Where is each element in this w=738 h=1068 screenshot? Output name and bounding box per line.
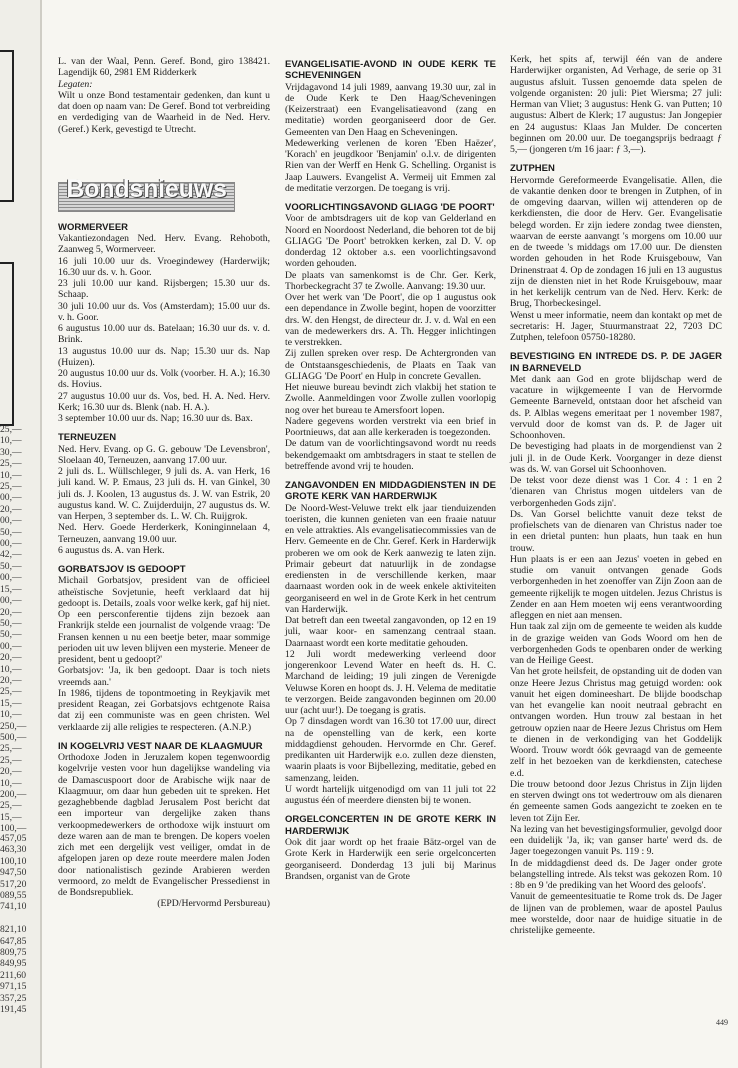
- article-paragraph: Ned. Herv. Evang. op G. G. gebouw 'De Levensbron', Sloelaan 40, Terneuzen, aanvang 17.00 uur.: [58, 443, 270, 466]
- article-paragraph: 27 augustus 10.00 uur ds. Vos, bed. H. A. Ned. Herv. Kerk; 16.30 uur ds. Blenk (nab. H. A.).: [58, 390, 270, 413]
- article-paragraph: U wordt hartelijk uitgenodigd om van 11 juli tot 22 augustus één of meerdere diensten bij te wonen.: [285, 783, 496, 807]
- article-paragraph: 3 september 10.00 uur ds. Nap; 16.30 uur ds. Bax.: [58, 413, 253, 425]
- article-paragraph: 6 augustus ds. A. van Herk.: [58, 544, 165, 556]
- article-paragraph: Zij zullen spreken over resp. De Achtergronden van de Ontstaansgeschiedenis, de Plaats en Taak van GLIAGG 'De Poort' en Hulp in concrete Gevallen.: [285, 348, 496, 382]
- article-paragraph: Gorbatsjov: 'Ja, ik ben gedoopt. Daar is toch niets vreemds aan.': [58, 665, 270, 688]
- article-paragraph: De Noord-West-Veluwe trekt elk jaar tienduizenden toeristen, die kunnen genieten van een fraaie natuur en vele attrakties. Als evangelisatiecommissies van de Herv. Gemeente en de Chr. Geref. Kerk in Harderwijk proberen we om ook de Kerk aanwezig te laten zijn. Primair gebeurt dat natuurlijk in de zondagse erediensten in de verschillende kerken, maar daarnaast worden ook in de week enkele aktiviteiten georganiseerd en wel in de Grote Kerk in het centrum van Harderwijk.: [285, 502, 496, 615]
- article-evangelisatie-avond-in-oude-kerk-te-sche: [285, 59, 496, 194]
- article-paragraph: De datum van de voorlichtingsavond wordt nu reeds bekendgemaakt om ambtsdragers in staat te stellen de betreffende avond vrij te houden.: [285, 438, 496, 472]
- article-heading: ZUTPHEN: [510, 163, 555, 175]
- article-gorbatsjov-is-gedoopt: [58, 564, 270, 733]
- margin-figures-bottom: 457,05 463,30 100,10 947,50 517,20 089,55 741,10 821,10 647,85 809,75 849,95 211,60 971,15 357,25 191,45: [0, 833, 27, 1016]
- article-paragraph: Nadere gegevens worden verstrekt via een brief in Poortnieuws, dat aan alle kerkeraden is toegezonden.: [285, 415, 496, 439]
- previous-page-frame-top: [0, 50, 14, 202]
- article-paragraph: Hun taak zal zijn om de gemeente te weiden als kudde in de grazige weiden van Gods Woord om hen de verborgenheden Gods te openbaren onder de werking van de Heilige Geest.: [510, 621, 722, 667]
- article-paragraph: De tekst voor deze dienst was 1 Cor. 4 : 1 en 2 'dienaren van Christus mogen uitdelers van de verborgenheden Gods zijn'.: [510, 475, 722, 509]
- article-heading: ORGELCONCERTEN IN DE GROTE KERK IN HARDERWIJK: [285, 814, 496, 837]
- article-paragraph: Met dank aan God en grote blijdschap werd de vacature in wijkgemeente I van de Hervormde Gemeente Barneveld, ontstaan door het afscheid van ds. P. Alblas wegens emeritaat per 1 november 1987, vervuld door de komst van ds. P. de Jager uit Schoonhoven.: [510, 373, 722, 442]
- margin-figures-top: 25,— 10,— 30,— 25,— 10,— 25,— 00,— 20,— 00,— 50,— 00,— 42,— 50,— 00,— 15,— 00,— 20,— 50,— 50,— 00,— 20,— 10,— 20,— 25,— 15,— 10,— 250,— 500,— 25,— 25,— 20,— 10,— 200,— 25,— 15,— 100,—: [0, 424, 27, 835]
- article-paragraph: Hun plaats is er een aan Jezus' voeten in gebed en studie om vanuit ontvangen genade Gods verborgenheden in het zoenoffer van Zijn Zoon aan de gemeente rijkelijk te mogen uitdelen. Jezus Christus is Zender en aan Hem moeten wij eens verantwoording afleggen en niet aan mensen.: [510, 553, 722, 622]
- article-heading: ZANGAVONDEN EN MIDDAGDIENSTEN IN DE GROTE KERK VAN HARDERWIJK: [285, 480, 496, 503]
- right-sections: [510, 54, 722, 936]
- article-paragraph: Ds. Van Gorsel belichtte vanuit deze tekst de profielschets van de dienaren van Christus nader toe in een drietal punten: hun plaats, hun taak en hun trouw.: [510, 508, 722, 554]
- legaten-label: Legaten:: [58, 78, 93, 90]
- article-paragraph: Die trouw betoond door Jezus Christus in Zijn lijden en sterven dwingt ons tot wedertrouw om als dienaren én gemeente samen Gods aangezicht te zoeken en te leven tot Zijn Eer.: [510, 778, 722, 824]
- article-zangavonden-en-middagdiensten-in-de-grot: [285, 480, 496, 806]
- article-paragraph: Voor de ambtsdragers uit de kop van Gelderland en Noord en Noordoost Nederland, die behoren tot de bij GLIAGG 'De Poort' betrokken kerken, zal D. V. op donderdag 12 oktober a.s. een voorlichtingsavond worden gehouden.: [285, 213, 496, 270]
- article-orgelconcerten-in-de-grote-kerk-in-harde: [285, 814, 496, 882]
- left-sections: [58, 222, 270, 899]
- article-paragraph: 2 juli ds. L. Wüllschleger, 9 juli ds. A. van Herk, 16 juli kand. W. P. Emaus, 23 juli ds. H. van Ginkel, 30 juli ds. J. Koolen, 13 augustus ds. J. W. van Estrik, 20 augustus kand. W. C. Zuijderduijn, 27 augustus ds. W. van Herpen, 3 september ds. L. W. Ch. Ruijgrok.: [58, 466, 270, 523]
- previous-page-frame-bottom: [0, 262, 14, 426]
- article-paragraph: Ned. Herv. Goede Herderkerk, Koninginnelaan 4, Terneuzen, aanvang 19.00 uur.: [58, 522, 270, 545]
- article-voorlichtingsavond-gliagg-de-poort: [285, 202, 496, 472]
- article-heading: TERNEUZEN: [58, 432, 117, 444]
- article-paragraph: Michail Gorbatsjov, president van de officieel atheïstische Sovjetunie, heeft verklaard dat hij gedoopt is. Details, zoals voor welke kerk, gaf hij niet. Op een persconferentie tijdens zijn bezoek aan Frankrijk stelde een journalist de volgende vraag: 'De Fransen kennen u nu een beetje beter, maar sommige perioden uit uw leven blijven een mysterie. Meneer de president, bent u gedoopt?': [58, 575, 270, 666]
- article-paragraph: 23 juli 10.00 uur kand. Rijsbergen; 15.30 uur ds. Schaap.: [58, 278, 270, 301]
- article-paragraph: Kerk, het spits af, terwijl één van de andere Harderwijker organisten, Ad Verhage, de serie op 31 augustus afsluit. Tussen genoemde data spelen de volgende organisten: 20 juli: Piet Wiersma; 27 juli: Herman van Vliet; 3 augustus: Henk G. van Putten; 10 augustus: Albert de Klerk; 17 augustus: Jan Jongepier en 24 augustus: Klaas Jan Mulder. De concerten beginnen om 20.00 uur. De toegangsprijs bedraagt ƒ 5,— (jongeren t/m 16 jaar: ƒ 3,—).: [510, 54, 722, 155]
- article-in-kogelvrij-vest-naar-de-klaagmuur: [58, 741, 270, 899]
- article-paragraph: Medewerking verlenen de koren 'Eben Haëzer', 'Korach' en jeugdkoor 'Benjamin' o.l.v. de dirigenten Rien van der Werff en Henk G. Schelling. Organist is Jaap Lauwers. Evangelist A. Vermeij uit Emmen zal de meditatie verzorgen. De toegang is vrij.: [285, 137, 496, 194]
- article-zutphen: [510, 163, 722, 343]
- article-heading: GORBATSJOV IS GEDOOPT: [58, 564, 186, 576]
- article-paragraph: 13 augustus 10.00 uur ds. Nap; 15.30 uur ds. Nap (Huizen).: [58, 345, 270, 368]
- article-paragraph: Het nieuwe bureau bevindt zich vlakbij het station te Zwolle. Aanmeldingen voor Zwolle zullen voorlopig nog over het bureau te Amersfoort lopen.: [285, 382, 496, 416]
- article-paragraph: Vanuit de gemeentesituatie te Rome trok ds. De Jager de lijnen van de problemen, waar de apostel Paulus mee worstelde, door naar de huidige situatie in de christelijke gemeente.: [510, 891, 722, 937]
- page-number: 449: [716, 1018, 728, 1027]
- article-heading: IN KOGELVRIJ VEST NAAR DE KLAAGMUUR: [58, 740, 263, 752]
- article-heading: VOORLICHTINGSAVOND GLIAGG 'DE POORT': [285, 202, 495, 214]
- page-gutter: [40, 0, 42, 1068]
- article-paragraph: 16 juli 10.00 uur ds. Vroegindewey (Harderwijk; 16.30 uur ds. v. h. Goor.: [58, 255, 270, 278]
- article-heading: WORMERVEER: [58, 221, 129, 233]
- article-paragraph: In de middagdienst deed ds. De Jager onder grote belangstelling intrede. Als tekst was gekozen Rom. 10 : 8b en 9 'de prediking van het Woord des geloofs'.: [510, 857, 722, 892]
- article-paragraph: Orthodoxe Joden in Jeruzalem kopen tegenwoordig kogelvrije vesten voor hun dagelijkse wandeling via de Damascuspoort door de Arabische wijk naar de Klaagmuur, om daar hun gebeden uit te spreken. Het gezaghebbende dagblad Jerusalem Post bericht dat een importeur van dergelijke zaken thans verkoopmedewerkers de orthodoxe wijk instuurt om deze waren aan de man te brengen. De kopers voelen zich met een dergelijk vest veiliger, omdat in de afgelopen jaren op deze route meerdere malen Joden door nationalistisch gezinde Arabieren werden vermoord, zo meldt de Evangelischer Pressedienst in de Bondsrepubliek.: [58, 752, 270, 899]
- article-paragraph: Ook dit jaar wordt op het fraaie Bätz-orgel van de Grote Kerk in Harderwijk een serie orgelconcerten georganiseerd. Donderdag 13 juli bij Marinus Brandsen, organist van de Grote: [285, 837, 496, 882]
- middle-column: [285, 54, 496, 882]
- left-column: [58, 56, 270, 910]
- bondsnieuws-title: Bondsnieuws: [66, 174, 227, 203]
- article-bevestiging-en-intrede-ds-p-de-jager-in-: [510, 351, 722, 936]
- article-paragraph: De bevestiging had plaats in de morgendienst van 2 juli jl. in de Oude Kerk. Voorganger in deze dienst was ds. W. van Gorsel uit Schoonhoven.: [510, 441, 722, 475]
- article-terneuzen: [58, 432, 270, 556]
- article-paragraph: Na lezing van het bevestigingsformulier, gevolgd door een duidelijk 'Ja, ik; van ganser harte' werd ds. de Jager toegezongen vanuit Ps. 119 : 9.: [510, 823, 722, 858]
- article-heading: BEVESTIGING EN INTREDE DS. P. DE JAGER IN BARNEVELD: [510, 351, 722, 374]
- legaten-text: Wilt u onze Bond testamentair gedenken, dan kunt u dat doen op naam van: De Geref. Bond tot verbreiding en verdediging van de Waarheid in de Ned. Herv. (Geref.) Kerk, gevestigd te Utrecht.: [58, 89, 270, 135]
- article-paragraph: Vrijdagavond 14 juli 1989, aanvang 19.30 uur, zal in de Oude Kerk te Den Haag/Scheveningen (Keizerstraat) een Evangelisatieavond (zang en meditatie) worden georganiseerd door de Ger. Gemeenten van Den Haag en Scheveningen.: [285, 81, 496, 138]
- article-paragraph: Wenst u meer informatie, neem dan kontakt op met de secretaris: H. Jager, Stuurmanstraat 22, 7203 DC Zutphen, telefoon 05750-18280.: [510, 309, 722, 344]
- middle-sections: [285, 59, 496, 882]
- intro-paragraph: L. van der Waal, Penn. Geref. Bond, giro 138421. Lagendijk 60, 2981 EM Ridderkerk: [58, 56, 270, 79]
- article-signature: (EPD/Hervormd Persbureau): [157, 898, 270, 910]
- article-heading: EVANGELISATIE-AVOND IN OUDE KERK TE SCHEVENINGEN: [285, 59, 496, 82]
- article-paragraph: Over het werk van 'De Poort', die op 1 augustus ook een dependance in Zwolle begint, hopen de voorzitter drs. W. den Hengst, de directeur dr. J. v. d. Wal en een van de medewerkers drs. A. Th. Hegger inlichtingen te verstrekken.: [285, 292, 496, 349]
- right-column: [510, 54, 722, 936]
- article-paragraph: In 1986, tijdens de topontmoeting in Reykjavik met president Reagan, zei Gorbatsjovs echtgenote Raisa dat zij een communiste was en geen christen. Wel verklaarde zij alle religies te respecteren. (A.N.P.): [58, 687, 270, 733]
- article-paragraph: Hervormde Gereformeerde Evangelisatie. Allen, die de vakantie denken door te brengen in Zutphen, of in de omgeving daarvan, willen wij attenderen op de kerkdiensten, die door de Herv. Ger. Evangelisatie belegd worden. Er zijn iedere zondag twee diensten, waarvan de eerste aanvangt 's morgens om 10.00 uur en de tweede 's middags om 17.00 uur. De diensten worden gehouden in het Rode Kruisgebouw, Van Drinenstraat 4. Op de zondagen 16 juli en 13 augustus zijn de diensten niet in het Rode Kruisgebouw, maar in het kerkelijk centrum van de Ned. Herv. Kerk: de Brug, Thorbeckesingel.: [510, 174, 722, 310]
- article-paragraph: 6 augustus 10.00 uur ds. Batelaan; 16.30 uur ds. v. d. Brink.: [58, 323, 270, 346]
- article-paragraph: 30 juli 10.00 uur ds. Vos (Amsterdam); 15.00 uur ds. v. h. Goor.: [58, 300, 270, 323]
- article-paragraph: Vakantiezondagen Ned. Herv. Evang. Rehoboth, Zaanweg 5, Wormerveer.: [58, 233, 270, 256]
- article-paragraph: 20 augustus 10.00 uur ds. Volk (voorber. H. A.); 16.30 ds. Hovius.: [58, 368, 270, 391]
- article-wormerveer: [58, 222, 270, 425]
- article-paragraph: De plaats van samenkomst is de Chr. Ger. Kerk, Thorbeckegracht 37 te Zwolle. Aanvang: 19.30 uur.: [285, 269, 496, 292]
- bondsnieuws-banner: [58, 174, 235, 212]
- article-paragraph: Van het grote heilsfeit, de opstanding uit de doden van onze Heere Jezus Christus mag getuigd worden: ook vanuit het eigen domineeshart. De blijde boodschap van het evangelie kan nooit neutraal gebracht en ontvangen worden. Hun trouw zal bestaan in het getrouw opzien naar de Heere Jezus Christus om Hem te dienen in de verkondiging van het Goddelijk Woord. Trouw wordt óók gevraagd van de gemeente zelf in het bezoeken van de kerkdiensten, catechese e.d.: [510, 666, 722, 779]
- article-paragraph: 12 Juli wordt medewerking verleend door jongerenkoor Levend Water en heeft ds. H. C. Marchand de leiding; 19 juli zingen de Verenigde Veluwse Koren en hoopt ds. J. H. Velema de meditatie te verzorgen. Beide zangavonden beginnen om 20.00 uur (acht uur!). De toegang is gratis.: [285, 648, 496, 717]
- article-paragraph: Op 7 dinsdagen wordt van 16.30 tot 17.00 uur, direct na de openstelling van de kerk, een korte middagdienst gehouden. Hervormde en Chr. Geref. predikanten uit Harderwijk e.o. zullen deze diensten, waarin plaats is voor Bijbellezing, meditatie, gebed en samenzang, leiden.: [285, 716, 496, 784]
- article-paragraph: Dat betreft dan een tweetal zangavonden, op 12 en 19 juli, waar koor- en samenzang centraal staan. Daarnaast wordt een korte meditatie gehouden.: [285, 615, 496, 649]
- article-continued: [510, 54, 722, 155]
